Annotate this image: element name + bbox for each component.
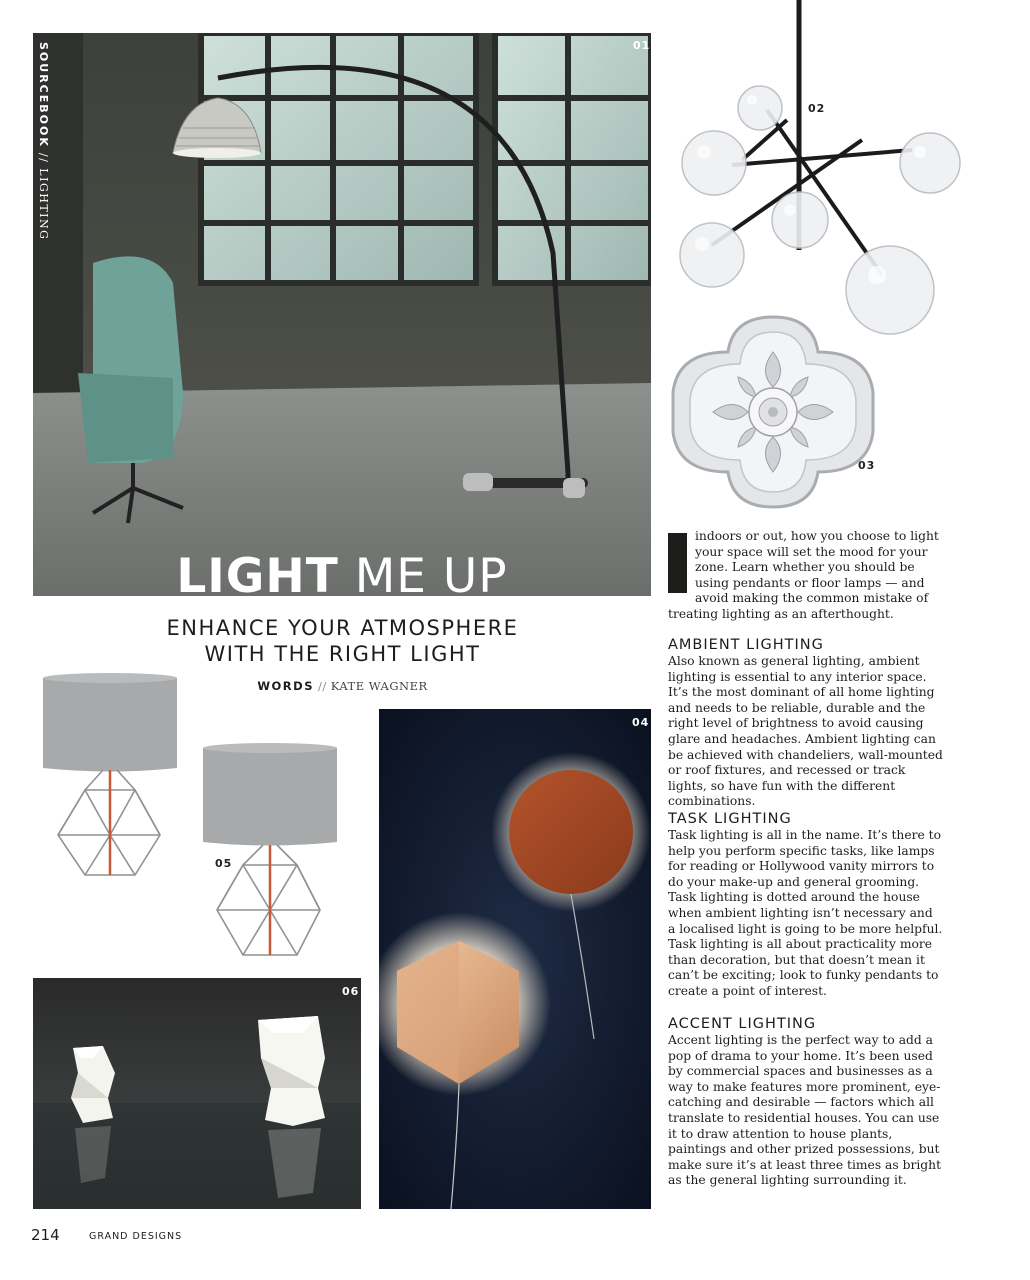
article-section-task — [668, 811, 943, 1000]
photo-number-04: 04 — [632, 716, 650, 729]
photo-number-02: 02 — [808, 102, 826, 115]
photo-globe-chandelier — [672, 0, 972, 340]
page-title — [33, 547, 651, 607]
chandelier-illustration — [672, 0, 972, 340]
section-spine — [34, 42, 50, 241]
drop-cap-i — [668, 533, 687, 593]
byline-label: WORDS — [257, 679, 314, 693]
heading-accent-lighting: ACCENT LIGHTING — [668, 1016, 817, 1032]
subtitle — [110, 615, 575, 667]
subtitle-line-1: ENHANCE YOUR ATMOSPHERE — [166, 616, 519, 640]
section-topic: LIGHTING — [37, 168, 50, 241]
ceiling-rose-illustration — [668, 312, 878, 512]
intro-text: indoors or out, how you choose to light your space will set the mood for your zone. Learn whether you should be using pendants or floor lamps — and avoid making the common mistake of treating lighting as an afterthought. — [668, 529, 939, 621]
heading-ambient-lighting: AMBIENT LIGHTING — [668, 637, 824, 653]
headline-bold: LIGHT — [176, 549, 339, 604]
article-section-accent — [668, 1016, 943, 1189]
heading-task-lighting: TASK LIGHTING — [668, 811, 792, 827]
page-number: 214 — [31, 1226, 60, 1244]
article-section-ambient — [668, 637, 943, 810]
body-accent-lighting: Accent lighting is the perfect way to add a pop of drama to your home. It’s been used by commercial spaces and businesses as a way to make features more prominent, eye-catching and desirable — factors which all translate to residential houses. You can use it to draw attention to house plants, paintings and other prized possessions, but make sure it’s at least three times as bright as the general lighting surrounding it. — [668, 1033, 942, 1188]
photo-arc-floor-lamp — [33, 33, 651, 596]
arc-lamp-illustration — [33, 33, 651, 596]
section-label: SOURCEBOOK — [37, 42, 50, 148]
table-lamps-illustration — [40, 670, 360, 975]
wall-lights-illustration — [379, 709, 651, 1209]
photo-ceiling-rose — [668, 312, 878, 512]
photo-table-lamps — [40, 670, 360, 975]
photo-number-01: 01 — [633, 39, 651, 52]
faceted-lamps-illustration — [33, 978, 361, 1209]
headline-light: ME UP — [338, 549, 508, 604]
body-task-lighting: Task lighting is all in the name. It’s there to help you perform specific tasks, like lamps for reading or Hollywood vanity mirrors to do your make-up and general grooming. Task lighting is dotted around the house when ambient lighting isn’t necessary and a localised light is going to be more helpful. Task lighting is all about practicality more than decoration, but that doesn’t mean it can’t be exciting; look to funky pendants to create a point of interest. — [668, 828, 943, 998]
byline-author: KATE WAGNER — [330, 679, 428, 693]
photo-faceted-lamps — [33, 978, 361, 1209]
magazine-name: GRAND DESIGNS — [89, 1231, 183, 1242]
byline-separator: // — [318, 679, 327, 693]
intro-block — [668, 529, 943, 623]
photo-number-06: 06 — [342, 985, 360, 998]
photo-copper-wall-lights — [379, 709, 651, 1209]
photo-number-05: 05 — [215, 857, 233, 870]
photo-number-03: 03 — [858, 459, 876, 472]
section-separator: // — [37, 152, 50, 164]
subtitle-line-2: WITH THE RIGHT LIGHT — [204, 642, 481, 666]
body-ambient-lighting: Also known as general lighting, ambient lighting is essential to any interior space. It’s the most dominant of all home lighting and needs to be reliable, durable and the right level of brightness to avoid causing glare and headaches. Ambient lighting can be achieved with chandeliers, wall-mounted or roof fixtures, and recessed or track lights, so have fun with the different combinations. — [668, 654, 943, 809]
